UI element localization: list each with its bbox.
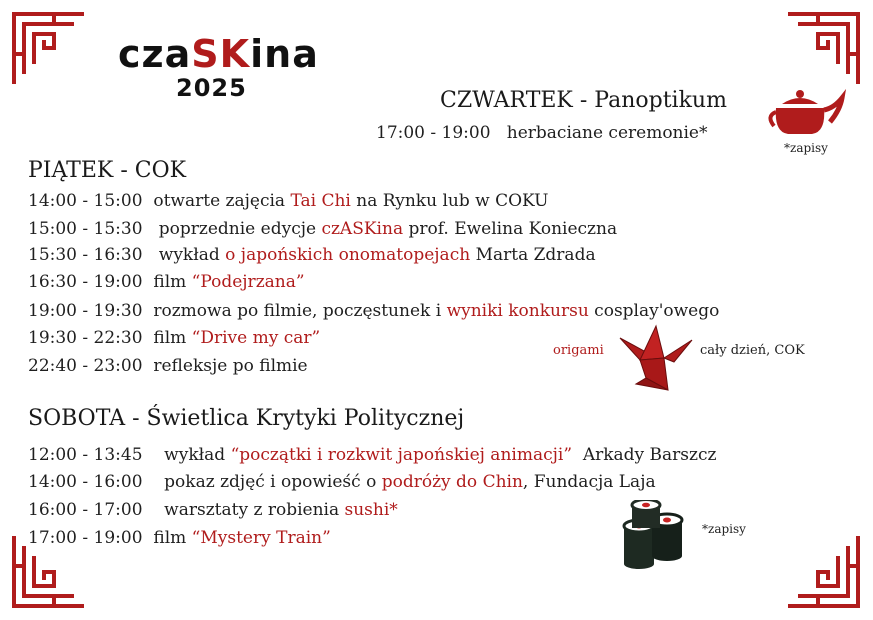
row-highlight: wyniki konkursu	[446, 301, 589, 321]
row-highlight: sushi*	[344, 500, 398, 520]
schedule-row	[28, 300, 719, 322]
row-text: cosplay'owego	[588, 301, 720, 321]
row-text: pokaz zdjęć i opowieść o	[164, 472, 382, 492]
row-text: otwarte zajęcia	[153, 191, 291, 211]
schedule-row	[28, 244, 596, 266]
corner-ornament-icon	[10, 10, 88, 88]
schedule-row	[28, 444, 716, 466]
teapot-icon	[768, 86, 846, 138]
row-time: 15:00 - 15:30	[28, 219, 143, 239]
thursday-row	[376, 122, 708, 144]
schedule-row	[28, 527, 331, 549]
schedule-row	[28, 355, 308, 377]
row-highlight: “Drive my car”	[191, 328, 321, 348]
row-text: Marta Zdrada	[470, 245, 596, 265]
row-text: prof. Ewelina Konieczna	[403, 219, 618, 239]
logo-highlight: SK	[191, 32, 251, 76]
sushi-icon	[618, 500, 688, 570]
logo	[118, 34, 319, 74]
schedule-row	[28, 190, 548, 212]
row-text: film	[153, 272, 192, 292]
thursday-note: *zapisy	[784, 141, 828, 155]
schedule-row	[28, 271, 305, 293]
row-time: 17:00 - 19:00	[28, 528, 143, 548]
thursday-title: CZWARTEK - Panoptikum	[440, 88, 727, 113]
saturday-note: *zapisy	[702, 522, 746, 536]
row-time: 19:30 - 22:30	[28, 328, 143, 348]
row-highlight: podróży do Chin	[381, 472, 523, 492]
row-highlight: czASKina	[321, 219, 404, 239]
row-highlight: “początki i rozkwit japońskiej animacji”	[230, 445, 573, 465]
row-time: 14:00 - 16:00	[28, 472, 143, 492]
row-text: rozmowa po filmie, poczęstunek i	[153, 301, 447, 321]
logo-year: 2025	[176, 74, 247, 102]
row-time: 16:30 - 19:00	[28, 272, 143, 292]
schedule-row	[28, 327, 320, 349]
origami-label: origami	[553, 343, 604, 358]
row-text: Arkady Barszcz	[572, 445, 717, 465]
row-text: wykład	[158, 245, 226, 265]
logo-prefix: cza	[118, 32, 192, 76]
corner-ornament-icon	[784, 10, 862, 88]
row-text: poprzednie edycje	[158, 219, 322, 239]
logo-suffix: ina	[250, 32, 319, 76]
row-highlight: “Mystery Train”	[191, 528, 331, 548]
schedule-row	[28, 218, 617, 240]
row-text: , Fundacja Laja	[522, 472, 656, 492]
row-text: film	[153, 528, 192, 548]
schedule-row	[28, 499, 398, 521]
schedule-row	[28, 471, 656, 493]
row-text: warsztaty z robienia	[164, 500, 345, 520]
row-time: 12:00 - 13:45	[28, 445, 143, 465]
saturday-title: SOBOTA - Świetlica Krytyki Politycznej	[28, 406, 465, 431]
row-highlight: o japońskich onomatopejach	[225, 245, 471, 265]
corner-ornament-icon	[784, 532, 862, 610]
thursday-event: herbaciane ceremonie*	[506, 123, 708, 143]
row-text: refleksje po filmie	[153, 356, 308, 376]
row-time: 19:00 - 19:30	[28, 301, 143, 321]
thursday-time: 17:00 - 19:00	[376, 123, 491, 143]
row-text: film	[153, 328, 192, 348]
row-highlight: “Podejrzana”	[191, 272, 305, 292]
friday-title: PIĄTEK - COK	[28, 158, 187, 183]
origami-crane-icon	[616, 322, 694, 392]
row-highlight: Tai Chi	[290, 191, 351, 211]
row-time: 22:40 - 23:00	[28, 356, 143, 376]
row-time: 15:30 - 16:30	[28, 245, 143, 265]
row-text: na Rynku lub w COKU	[350, 191, 549, 211]
row-time: 14:00 - 15:00	[28, 191, 143, 211]
row-text: wykład	[164, 445, 231, 465]
row-time: 16:00 - 17:00	[28, 500, 143, 520]
origami-note: cały dzień, COK	[700, 343, 805, 358]
